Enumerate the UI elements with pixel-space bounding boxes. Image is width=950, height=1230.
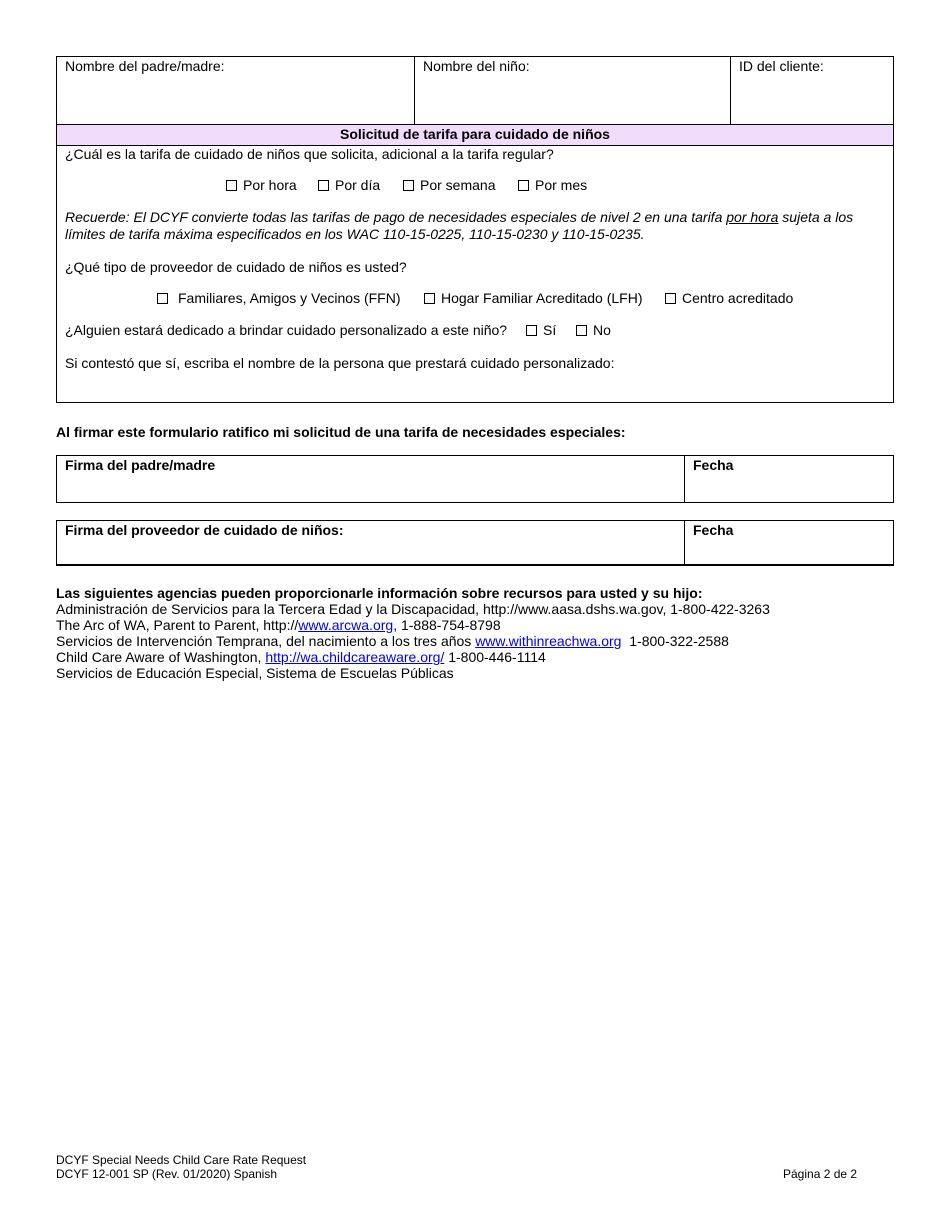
checkbox-icon[interactable] <box>157 293 168 304</box>
question-name: Si contestó que sí, escriba el nombre de la persona que prestará cuidado personalizado: <box>65 355 615 371</box>
provider-date-field[interactable] <box>685 521 893 565</box>
client-id-label: ID del cliente: <box>739 58 824 74</box>
childcareaware-link[interactable]: http://wa.childcareaware.org/ <box>265 649 445 665</box>
option-lfh[interactable]: Hogar Familiar Acreditado (LFH) <box>424 290 643 306</box>
resources-section <box>56 585 916 681</box>
resource-childcareaware: Child Care Aware of Washington, http://wa.childcareaware.org/ 1-800-446-1114 <box>56 649 546 665</box>
option-si[interactable]: Sí <box>526 322 556 338</box>
question-dedicated: ¿Alguien estará dedicado a brindar cuidado personalizado a este niño? <box>65 322 508 338</box>
ratify-statement: Al firmar este formulario ratifico mi solicitud de una tarifa de necesidades especiales: <box>56 424 626 440</box>
checkbox-icon[interactable] <box>318 180 329 191</box>
option-por-hora[interactable]: Por hora <box>226 177 297 193</box>
option-ffn[interactable]: Familiares, Amigos y Vecinos (FFN) <box>157 290 401 306</box>
child-name-label: Nombre del niño: <box>423 58 530 74</box>
option-centro[interactable]: Centro acreditado <box>665 290 793 306</box>
provider-signature-label: Firma del proveedor de cuidado de niños: <box>65 522 344 538</box>
child-name-field[interactable] <box>415 57 730 124</box>
resource-special-education: Servicios de Educación Especial, Sistema de Escuelas Públicas <box>56 665 454 681</box>
checkbox-icon[interactable] <box>424 293 435 304</box>
parent-date-field[interactable] <box>685 456 893 502</box>
parent-name-field[interactable] <box>57 57 414 124</box>
checkbox-icon[interactable] <box>576 325 587 336</box>
checkbox-icon[interactable] <box>526 325 537 336</box>
withinreach-link[interactable]: www.withinreachwa.org <box>475 633 622 649</box>
footer-form-title: DCYF Special Needs Child Care Rate Request <box>56 1153 307 1167</box>
footer-form-number: DCYF 12-001 SP (Rev. 01/2020) Spanish <box>56 1167 278 1181</box>
option-por-dia[interactable]: Por día <box>318 177 380 193</box>
resource-arc: The Arc of WA, Parent to Parent, http://www.arcwa.org, 1-888-754-8798 <box>56 617 501 633</box>
client-id-field[interactable] <box>731 57 893 124</box>
question-rate: ¿Cuál es la tarifa de cuidado de niños que solicita, adicional a la tarifa regular? <box>65 146 554 162</box>
option-por-mes[interactable]: Por mes <box>518 177 587 193</box>
checkbox-icon[interactable] <box>403 180 414 191</box>
resource-aasa: Administración de Servicios para la Tercera Edad y la Discapacidad, http://www.aasa.dshs.wa.gov, 1-800-422-3263 <box>56 601 770 617</box>
footer-page-number: Página 2 de 2 <box>783 1167 858 1181</box>
parent-date-label: Fecha <box>693 457 734 473</box>
arcwa-link[interactable]: www.arcwa.org <box>298 617 394 633</box>
checkbox-icon[interactable] <box>665 293 676 304</box>
provider-date-label: Fecha <box>693 522 734 538</box>
resources-heading: Las siguientes agencias pueden proporcionarle información sobre recursos para usted y su hijo: <box>56 585 703 601</box>
checkbox-icon[interactable] <box>518 180 529 191</box>
option-no[interactable]: No <box>576 322 611 338</box>
option-por-semana[interactable]: Por semana <box>403 177 495 193</box>
footer-left <box>56 1153 306 1181</box>
parent-signature-label: Firma del padre/madre <box>65 457 216 473</box>
provider-signature-field[interactable] <box>57 521 684 565</box>
question-provider: ¿Qué tipo de proveedor de cuidado de niños es usted? <box>65 259 407 275</box>
parent-signature-field[interactable] <box>57 456 684 502</box>
section-title: Solicitud de tarifa para cuidado de niños <box>57 124 893 146</box>
reminder-note: Recuerde: El DCYF convierte todas las tarifas de pago de necesidades especiales de nivel 2 en una tarifa por hora sujeta a los límites de tarifa máxima especificados en los WAC 110-15-0225, 110-15-0230 y 110-15-0235. <box>65 209 854 242</box>
checkbox-icon[interactable] <box>226 180 237 191</box>
parent-name-label: Nombre del padre/madre: <box>65 58 225 74</box>
resource-early-intervention: Servicios de Intervención Temprana, del nacimiento a los tres años www.withinreachwa.org 1-800-322-2588 <box>56 633 729 649</box>
